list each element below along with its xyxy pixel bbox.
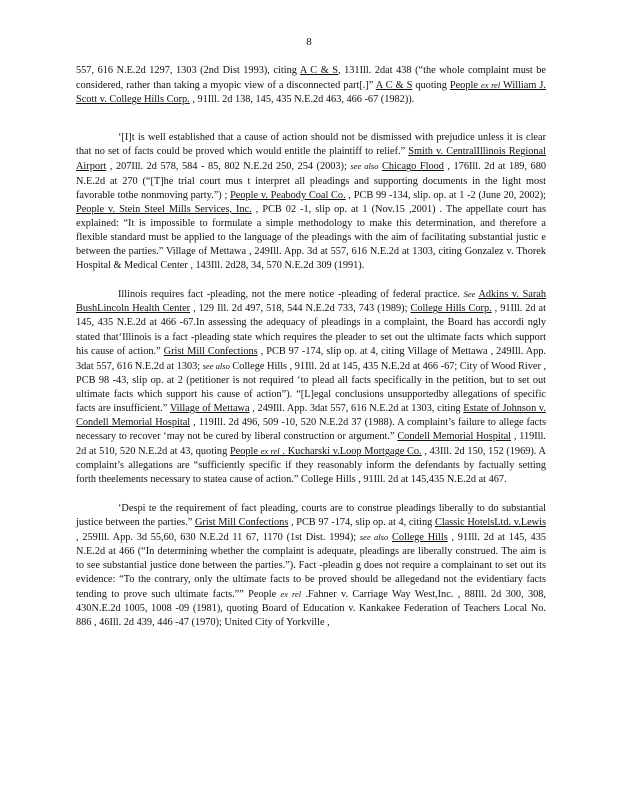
signal-italic: see also xyxy=(359,531,389,542)
text-run: , 43Ill. 2d 150, 152 (1969). A complaint’s allegations are “sufficiently specific if they reasonably inform the defendants by factually setting forth theelements necessary to statea cause of action.” College Hills , 91Ill. 2d at 145,435 N.E.2d at 467. xyxy=(76,446,546,486)
text-run: , PCB 99 -134, slip. op. at 1 -2 (June 20, 2002); xyxy=(345,189,547,201)
paragraph-standard-of-dismissal xyxy=(76,131,546,273)
case-citation: Grist Mill Confections xyxy=(194,516,289,528)
case-citation: . Kucharski v.Loop Mortgage Co. xyxy=(279,446,422,458)
text-run: , 259Ill. App. 3d 55,60, 630 N.E.2d 11 67, 1170 (1st Dist. 1994); xyxy=(76,531,360,543)
text-run: , 119Ill. 2d 496, 509 -10, 520 N.E.2d 37 (1988). A complaint’s failure to allege facts necessary to recover ‘may not be cured by liberal construction or argument.” xyxy=(76,417,546,443)
text-run: , 91Ill. 2d at 145, 435 N.E.2d at 466 -67.In assessing the adequacy of pleadings in a complaint, the Board has accordi ngly stated that‘Illinois is a fact -pleading state which requires the pleader to set out the ultimate facts which support his cause of action.” xyxy=(76,303,546,357)
case-citation: People xyxy=(229,446,261,458)
text-run: Illinois requires fact -pleading, not the mere notice -pleading of federal practice. xyxy=(118,289,464,301)
text-run: , 249Ill. App. 3dat 557, 616 N.E.2d at 1303, citing xyxy=(249,402,464,414)
text-run: quoting xyxy=(412,80,450,92)
case-citation: College Hills Corp. xyxy=(410,303,492,315)
case-citation: Village of Mettawa xyxy=(169,402,250,414)
paragraph-fact-pleading xyxy=(76,287,546,487)
text-run: , 91Ill. 2d 138, 145, 435 N.E.2d 463, 466 -67 (1982)). xyxy=(189,94,415,106)
text-run: , PCB 97 -174, slip op. at 4, citing Village of Mettawa , 249Ill. App. 3dat 557, 616 N.E.2d at 1303; xyxy=(76,345,546,372)
text-run: , 119Ill. 2d at 510, 520 N.E.2d at 43, quoting xyxy=(76,431,546,458)
case-citation: People v. Stein Steel Mills Services, Inc. xyxy=(76,203,252,215)
case-citation: Chicago Flood xyxy=(382,161,444,173)
case-citation: People v. Peabody Coal Co. xyxy=(230,189,346,201)
text-run: , 129 Ill. 2d 497, 518, 544 N.E.2d 733, 743 (1989); xyxy=(190,303,411,315)
text-run: , 207Ill. 2d 578, 584 - 85, 802 N.E.2d 250, 254 (2003); xyxy=(106,161,351,173)
case-citation: Grist Mill Confections xyxy=(163,345,258,357)
paragraph-continuation xyxy=(76,64,546,107)
case-citation: ex rel xyxy=(260,446,280,457)
case-citation: People xyxy=(449,80,481,92)
case-citation: Adkins v. Sarah BushLincoln Health Center xyxy=(76,289,546,315)
case-citation: Smith v. CentralIllinois Regional Airport xyxy=(76,146,546,173)
text-run: , 131Ill. 2dat 438 (“the whole complaint must be considered, rather than taking a myopic view of a disconnected part[.]” xyxy=(76,65,546,92)
text-run: , 176Ill. 2d at 189, 680 N.E.2d at 270 (“[T]he trial court mus t interpret all pleadings and supporting documents in the light most favorable tothe nonmoving party.”) ; xyxy=(76,161,546,201)
paragraph-liberal-construction xyxy=(76,502,546,631)
text-run: 557, 616 N.E.2d 1297, 1303 (2nd Dist 1993), citing xyxy=(76,65,300,76)
page-number: 8 xyxy=(306,36,312,48)
text-run: , PCB 97 -174, slip op. at 4, citing xyxy=(288,516,435,528)
text-run: College Hills , 91Ill. 2d at 145, 435 N.E.2d at 466 -67; City of Wood River , PCB 98 -43, slip op. at 2 (petitioner is not required ‘to plead all facts specifically in the petition, but to set out ultimate facts which support his cause of action”). “[L]egal conclusions unsupportedby allegations of specific facts are insufficient.” xyxy=(76,360,547,414)
case-citation: A C & S xyxy=(375,80,413,92)
text-run: , PCB 02 -1, slip op. at 1 (Nov.15 ,2001) . The appellate court has explained: “It is impossible to formulate a simple methodology to make this determination, and therefore a flexible standard must be applied to the language of the pleadings with the aim of facilitating substantial justic e between the parties.” Village of Mettawa , 249Ill. App. 3d at 557, 616 N.E.2d at 1303, citing Gonzalez v. Thorek Hospital & Medical Center , 143Ill. 2d28, 34, 570 N.E.2d 309 (1991). xyxy=(76,203,546,272)
case-citation: Condell Memorial Hospital xyxy=(397,431,512,443)
case-citation: William J. Scott v. College Hills Corp. xyxy=(76,80,546,106)
case-citation: A C & S xyxy=(299,65,338,76)
case-citation: ex rel xyxy=(480,80,501,91)
signal-italic: ex rel xyxy=(280,589,302,600)
signal-italic: See xyxy=(463,289,476,300)
text-run: ‘Despi te the requirement of fact pleading, courts are to construe pleadings liberally to do substantial justice between the parties.” xyxy=(76,502,546,528)
text-run: , 91Ill. 2d at 145, 435 N.E.2d at 466 (“In determining whether the complaint is adequate, pleadings are liberally construed. The aim is to see substantial justice done between the parties.”). Fact -pleadin g does not require a complainant to set out its evidence: “To the contrary, only the ultimate facts to be proved should be allegedand not the evidentiary facts tending to prove such ultimate facts.”” People xyxy=(76,531,546,601)
document-body xyxy=(76,64,546,644)
case-citation: Estate of Johnson v. Condell Memorial Hospital xyxy=(76,402,546,429)
signal-italic: see also xyxy=(202,360,230,371)
text-run: .Fahner v. Carriage Way West,Inc. , 88Ill. 2d 300, 308, 430N.E.2d 1005, 1008 -09 (1981), quoting Board of Education v. Kankakee Federation of Teachers Local No. 886 , 46Ill. 2d 439, 446 -47 (1970); United City of Yorkville , xyxy=(76,589,546,629)
signal-italic: see also xyxy=(350,161,379,172)
text-run: ‘[I]t is well established that a cause of action should not be dismissed with prejudice unless it is clear that no set of facts could be proved which would entitle the plaintiff to relief.” xyxy=(76,132,546,158)
case-citation: College Hills xyxy=(391,531,448,543)
case-citation: Classic HotelsLtd. v.Lewis xyxy=(434,516,546,528)
